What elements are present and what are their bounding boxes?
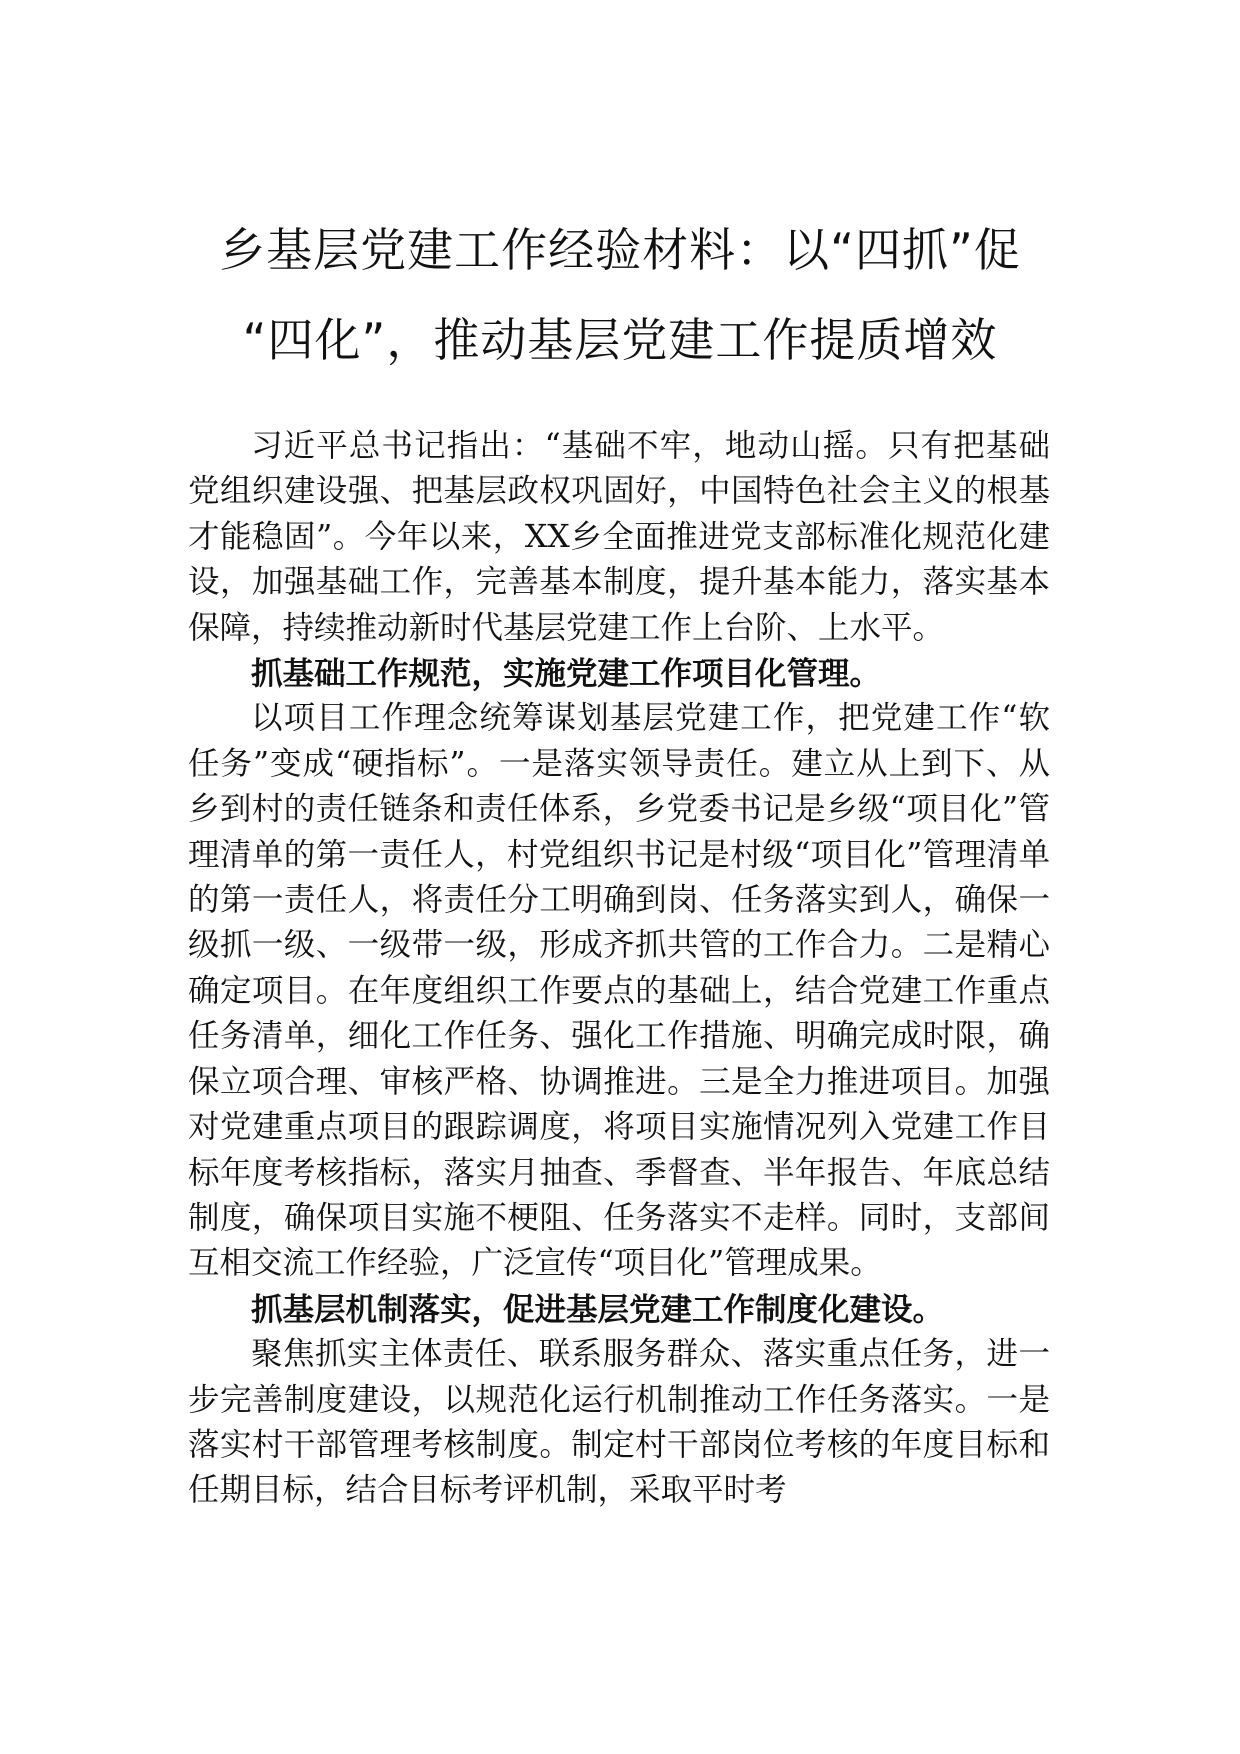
document-body (188, 424, 1050, 1514)
paragraph-section-2: 聚焦抓实主体责任、联系服务群众、落实重点任务，进一步完善制度建设，以规范化运行机制推动工作任务落实。一是落实村干部管理考核制度。制定村干部岗位考核的年度目标和任期目标，结合目标考评机制，采取平时考 (188, 1336, 1050, 1509)
document-title (150, 205, 1090, 385)
section-heading-2: 抓基层机制落实，促进基层党建工作制度化建设。 (251, 1290, 945, 1328)
paragraph-intro: 习近平总书记指出：“基础不牢，地动山摇。只有把基础党组织建设强、把基层政权巩固好，中国特色社会主义的根基才能稳固”。今年以来，XX乡全面推进党支部标准化规范化建设，加强基础工作，完善基本制度，提升基本能力，落实基本保障，持续推动新时代基层党建工作上台阶、上水平。 (188, 428, 1050, 646)
title-line-1: 乡基层党建工作经验材料：以“四抓”促 (219, 223, 1021, 277)
section-heading-1: 抓基础工作规范，实施党建工作项目化管理。 (251, 655, 882, 693)
paragraph-section-1: 以项目工作理念统筹谋划基层党建工作，把党建工作“软任务”变成“硬指标”。一是落实领导责任。建立从上到下、从乡到村的责任链条和责任体系，乡党委书记是乡级“项目化”管理清单的第一责任人，村党组织书记是村级“项目化”管理清单的第一责任人，将责任分工明确到岗、任务落实到人，确保一级抓一级、一级带一级，形成齐抓共管的工作合力。二是精心确定项目。在年度组织工作要点的基础上，结合党建工作重点任务清单，细化工作任务、强化工作措施、明确完成时限，确保立项合理、审核严格、协调推进。三是全力推进项目。加强对党建重点项目的跟踪调度，将项目实施情况列入党建工作目标年度考核指标，落实月抽查、季督查、半年报告、年底总结制度，确保项目实施不梗阻、任务落实不走样。同时，支部间互相交流工作经验，广泛宣传“项目化”管理成果。 (188, 700, 1050, 1282)
title-line-2: “四化”，推动基层党建工作提质增效 (242, 313, 998, 367)
